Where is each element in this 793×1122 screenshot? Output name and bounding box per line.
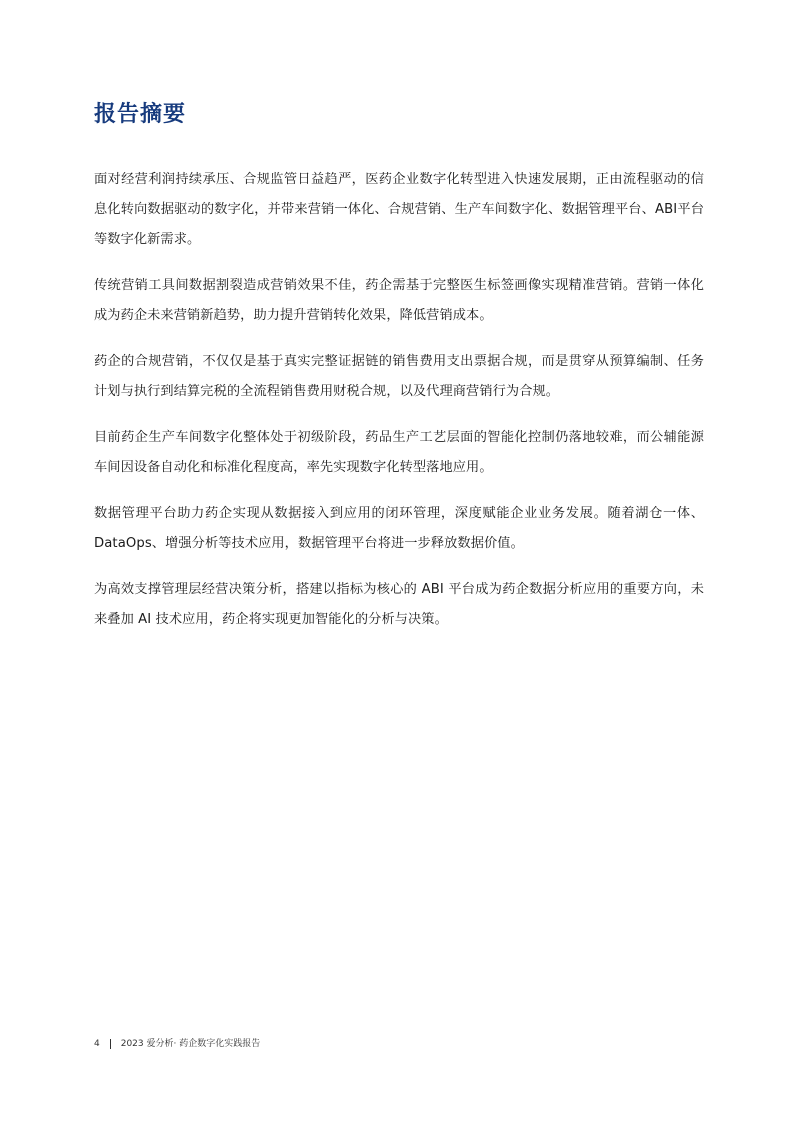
page-title: 报告摘要 bbox=[94, 102, 187, 127]
page-number: 4 bbox=[94, 1039, 100, 1049]
summary-paragraph: 药企的合规营销，不仅仅是基于真实完整证据链的销售费用支出票据合规，而是贯穿从预算编制、任务计划与执行到结算完税的全流程销售费用财税合规，以及代理商营销行为合规。 bbox=[94, 354, 704, 399]
summary-paragraph: 面对经营利润持续承压、合规监管日益趋严，医药企业数字化转型进入快速发展期，正由流程驱动的信息化转向数据驱动的数字化，并带来营销一体化、合规营销、生产车间数字化、数据管理平台、ABI平台等数字化新需求。 bbox=[94, 172, 704, 247]
summary-body bbox=[94, 165, 704, 651]
page-footer bbox=[94, 1038, 260, 1050]
report-name: 2023 爱分析· 药企数字化实践报告 bbox=[120, 1039, 261, 1049]
summary-paragraph: 为高效支撑管理层经营决策分析，搭建以指标为核心的 ABI 平台成为药企数据分析应用的重要方向，未来叠加 AI 技术应用，药企将实现更加智能化的分析与决策。 bbox=[94, 582, 704, 627]
footer-divider bbox=[110, 1039, 111, 1049]
summary-paragraph: 传统营销工具间数据割裂造成营销效果不佳，药企需基于完整医生标签画像实现精准营销。营销一体化成为药企未来营销新趋势，助力提升营销转化效果，降低营销成本。 bbox=[94, 278, 704, 323]
summary-paragraph: 数据管理平台助力药企实现从数据接入到应用的闭环管理，深度赋能企业业务发展。随着湖仓一体、DataOps、增强分析等技术应用，数据管理平台将进一步释放数据价值。 bbox=[94, 506, 704, 551]
summary-paragraph: 目前药企生产车间数字化整体处于初级阶段，药品生产工艺层面的智能化控制仍落地较难，而公辅能源车间因设备自动化和标准化程度高，率先实现数字化转型落地应用。 bbox=[94, 430, 704, 475]
